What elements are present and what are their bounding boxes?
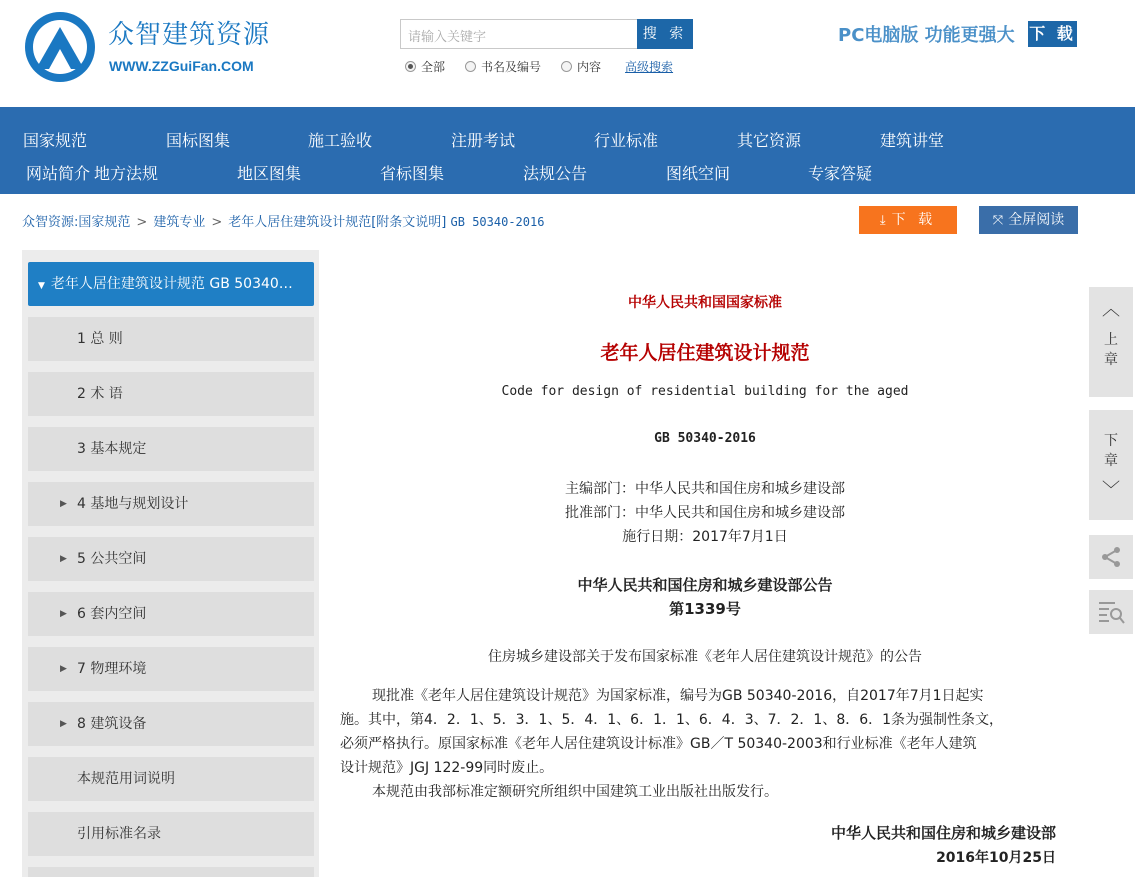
toc-item[interactable] [28, 757, 314, 801]
radio-checked-icon [405, 61, 416, 72]
signature: 中华人民共和国住房和城乡建设部 [830, 824, 1056, 842]
share-button[interactable] [1089, 535, 1133, 579]
download-button[interactable] [859, 206, 957, 234]
brand-url[interactable]: WWW.ZZGuiFan.COM [109, 58, 254, 74]
toc-item-label: 6 套内空间 [77, 606, 147, 622]
nav-item[interactable]: 行业标准 [594, 131, 659, 150]
toc-active-item[interactable] [28, 262, 314, 306]
breadcrumb-current[interactable]: 老年人居住建筑设计规范[附条文说明] [228, 215, 447, 230]
radio-unchecked-icon [465, 61, 476, 72]
announcement-number: 第1339号 [669, 600, 741, 618]
toc-item[interactable] [28, 592, 314, 636]
toc-item-label: 8 建筑设备 [77, 716, 147, 732]
toc-item[interactable] [28, 317, 314, 361]
chevron-down-icon: ﹀ [1102, 480, 1120, 501]
toc-item-label: 3 基本规定 [77, 441, 147, 457]
advanced-search-link[interactable]: 高级搜索 [625, 60, 674, 74]
brand-name[interactable]: 众智建筑资源 [108, 20, 271, 50]
nav-item[interactable]: 施工验收 [308, 131, 373, 150]
search-button[interactable]: 搜 索 [637, 19, 693, 49]
approver-department: 批准部门：中华人民共和国住房和城乡建设部 [565, 505, 845, 521]
paragraph-line: 设计规范》JGJ 122-99同时废止。 [340, 760, 554, 776]
standard-code: GB 50340-2016 [654, 431, 756, 446]
breadcrumb-separator: > [211, 215, 223, 230]
nav-item[interactable]: 网站简介 [26, 164, 91, 183]
effective-date: 施行日期：2017年7月1日 [622, 529, 788, 545]
next-chapter-button[interactable] [1089, 410, 1133, 520]
pc-promo-text[interactable]: PC电脑版 功能更强大 [838, 25, 1015, 46]
nav-item[interactable]: 省标图集 [380, 164, 445, 183]
download-icon: ⤓ [879, 213, 886, 228]
expand-triangle-icon[interactable]: ▶ [60, 609, 67, 619]
nav-item[interactable]: 地区图集 [237, 164, 302, 183]
expand-triangle-icon[interactable]: ▶ [60, 554, 67, 564]
share-icon [1099, 545, 1123, 569]
expand-triangle-icon[interactable]: ▶ [60, 719, 67, 729]
announcement-title: 中华人民共和国住房和城乡建设部公告 [577, 576, 833, 594]
english-title: Code for design of residential building for the aged [501, 384, 909, 399]
radio-all[interactable] [405, 58, 445, 75]
main-nav [0, 107, 1135, 194]
breadcrumb-link[interactable]: 建筑专业 [153, 215, 206, 230]
prev-label: 章 [1104, 352, 1118, 368]
breadcrumb [22, 211, 544, 230]
toc-item-label: 7 物理环境 [77, 661, 147, 677]
nav-item[interactable]: 注册考试 [451, 131, 516, 150]
expand-triangle-icon[interactable]: ▶ [60, 664, 67, 674]
toc-item-label: 4 基地与规划设计 [77, 496, 189, 512]
toc-item[interactable] [28, 867, 314, 877]
pc-download-button[interactable]: 下 载 [1028, 21, 1077, 47]
toc-item[interactable] [28, 372, 314, 416]
fullscreen-icon: ⤧ [992, 213, 1004, 228]
breadcrumb-link[interactable]: 国家规范 [78, 215, 131, 230]
toc-item[interactable] [28, 812, 314, 856]
nav-item[interactable]: 地方法规 [94, 164, 159, 183]
radio-content[interactable] [561, 58, 601, 75]
standard-type: 中华人民共和国国家标准 [628, 295, 782, 311]
breadcrumb-separator: > [136, 215, 148, 230]
notice-heading: 住房城乡建设部关于发布国家标准《老年人居住建筑设计规范》的公告 [488, 649, 922, 665]
nav-item[interactable]: 专家答疑 [808, 164, 873, 183]
toc-item-label: 5 公共空间 [77, 551, 147, 567]
toc-item-label: 1 总 则 [77, 331, 123, 347]
breadcrumb-current-code[interactable]: GB 50340-2016 [450, 215, 545, 229]
toc-item-label: 2 术 语 [77, 386, 123, 402]
paragraph-line: 施。其中，第4．2．1、5．3．1、5．4．1、6．1．1、6．4．3、7．2．1、8．6．1条为强制性条文， [340, 712, 1004, 728]
chevron-up-icon: ︿ [1102, 299, 1120, 320]
prev-chapter-button[interactable] [1089, 287, 1133, 397]
expanded-caret-icon: ▼ [38, 281, 45, 291]
search-input[interactable]: 请输入关键字 [400, 19, 638, 49]
search-doc-button[interactable] [1089, 590, 1133, 634]
editor-department: 主编部门：中华人民共和国住房和城乡建设部 [565, 481, 845, 497]
toc-active-label: 老年人居住建筑设计规范 GB 50340… [50, 276, 293, 292]
paragraph-line: 现批准《老年人居住建筑设计规范》为国家标准，编号为GB 50340-2016，自2017年7月1日起实 [372, 688, 984, 704]
radio-title-number[interactable] [465, 58, 541, 75]
paragraph-line: 必须严格执行。原国家标准《老年人居住建筑设计标准》GB／T 50340-2003和行业标准《老年人建筑 [340, 736, 977, 752]
toc-item[interactable] [28, 427, 314, 471]
prev-label: 上 [1104, 332, 1118, 348]
fullscreen-button[interactable] [979, 206, 1078, 234]
search-scope-options [405, 58, 673, 75]
document-title: 老年人居住建筑设计规范 [600, 342, 810, 364]
download-label: 下 载 [891, 212, 937, 228]
expand-triangle-icon[interactable]: ▶ [60, 499, 67, 509]
radio-label: 内容 [577, 60, 602, 74]
toc-item[interactable] [28, 482, 314, 526]
radio-label: 全部 [421, 60, 446, 74]
nav-item[interactable]: 国标图集 [166, 131, 231, 150]
toc-item[interactable] [28, 537, 314, 581]
nav-item[interactable]: 其它资源 [737, 131, 802, 150]
next-label: 下 [1104, 433, 1118, 449]
radio-unchecked-icon [561, 61, 572, 72]
next-label: 章 [1104, 453, 1118, 469]
site-header [0, 0, 1135, 107]
toc-item-label: 本规范用词说明 [77, 771, 175, 787]
nav-item[interactable]: 图纸空间 [666, 164, 731, 183]
toc-item[interactable] [28, 702, 314, 746]
toc-item-label: 引用标准名录 [77, 826, 161, 842]
radio-label: 书名及编号 [481, 60, 542, 74]
nav-item[interactable]: 法规公告 [523, 164, 588, 183]
nav-item[interactable]: 国家规范 [23, 131, 88, 150]
signature-date: 2016年10月25日 [936, 850, 1056, 866]
breadcrumb-root[interactable]: 众智资源: [22, 215, 79, 230]
nav-item[interactable]: 建筑讲堂 [880, 131, 945, 150]
search-list-icon [1097, 599, 1125, 625]
fullscreen-label: 全屏阅读 [1008, 212, 1065, 228]
toc-item[interactable] [28, 647, 314, 691]
paragraph-line: 本规范由我部标准定额研究所组织中国建筑工业出版社出版发行。 [372, 784, 778, 800]
logo-icon[interactable] [22, 9, 98, 85]
